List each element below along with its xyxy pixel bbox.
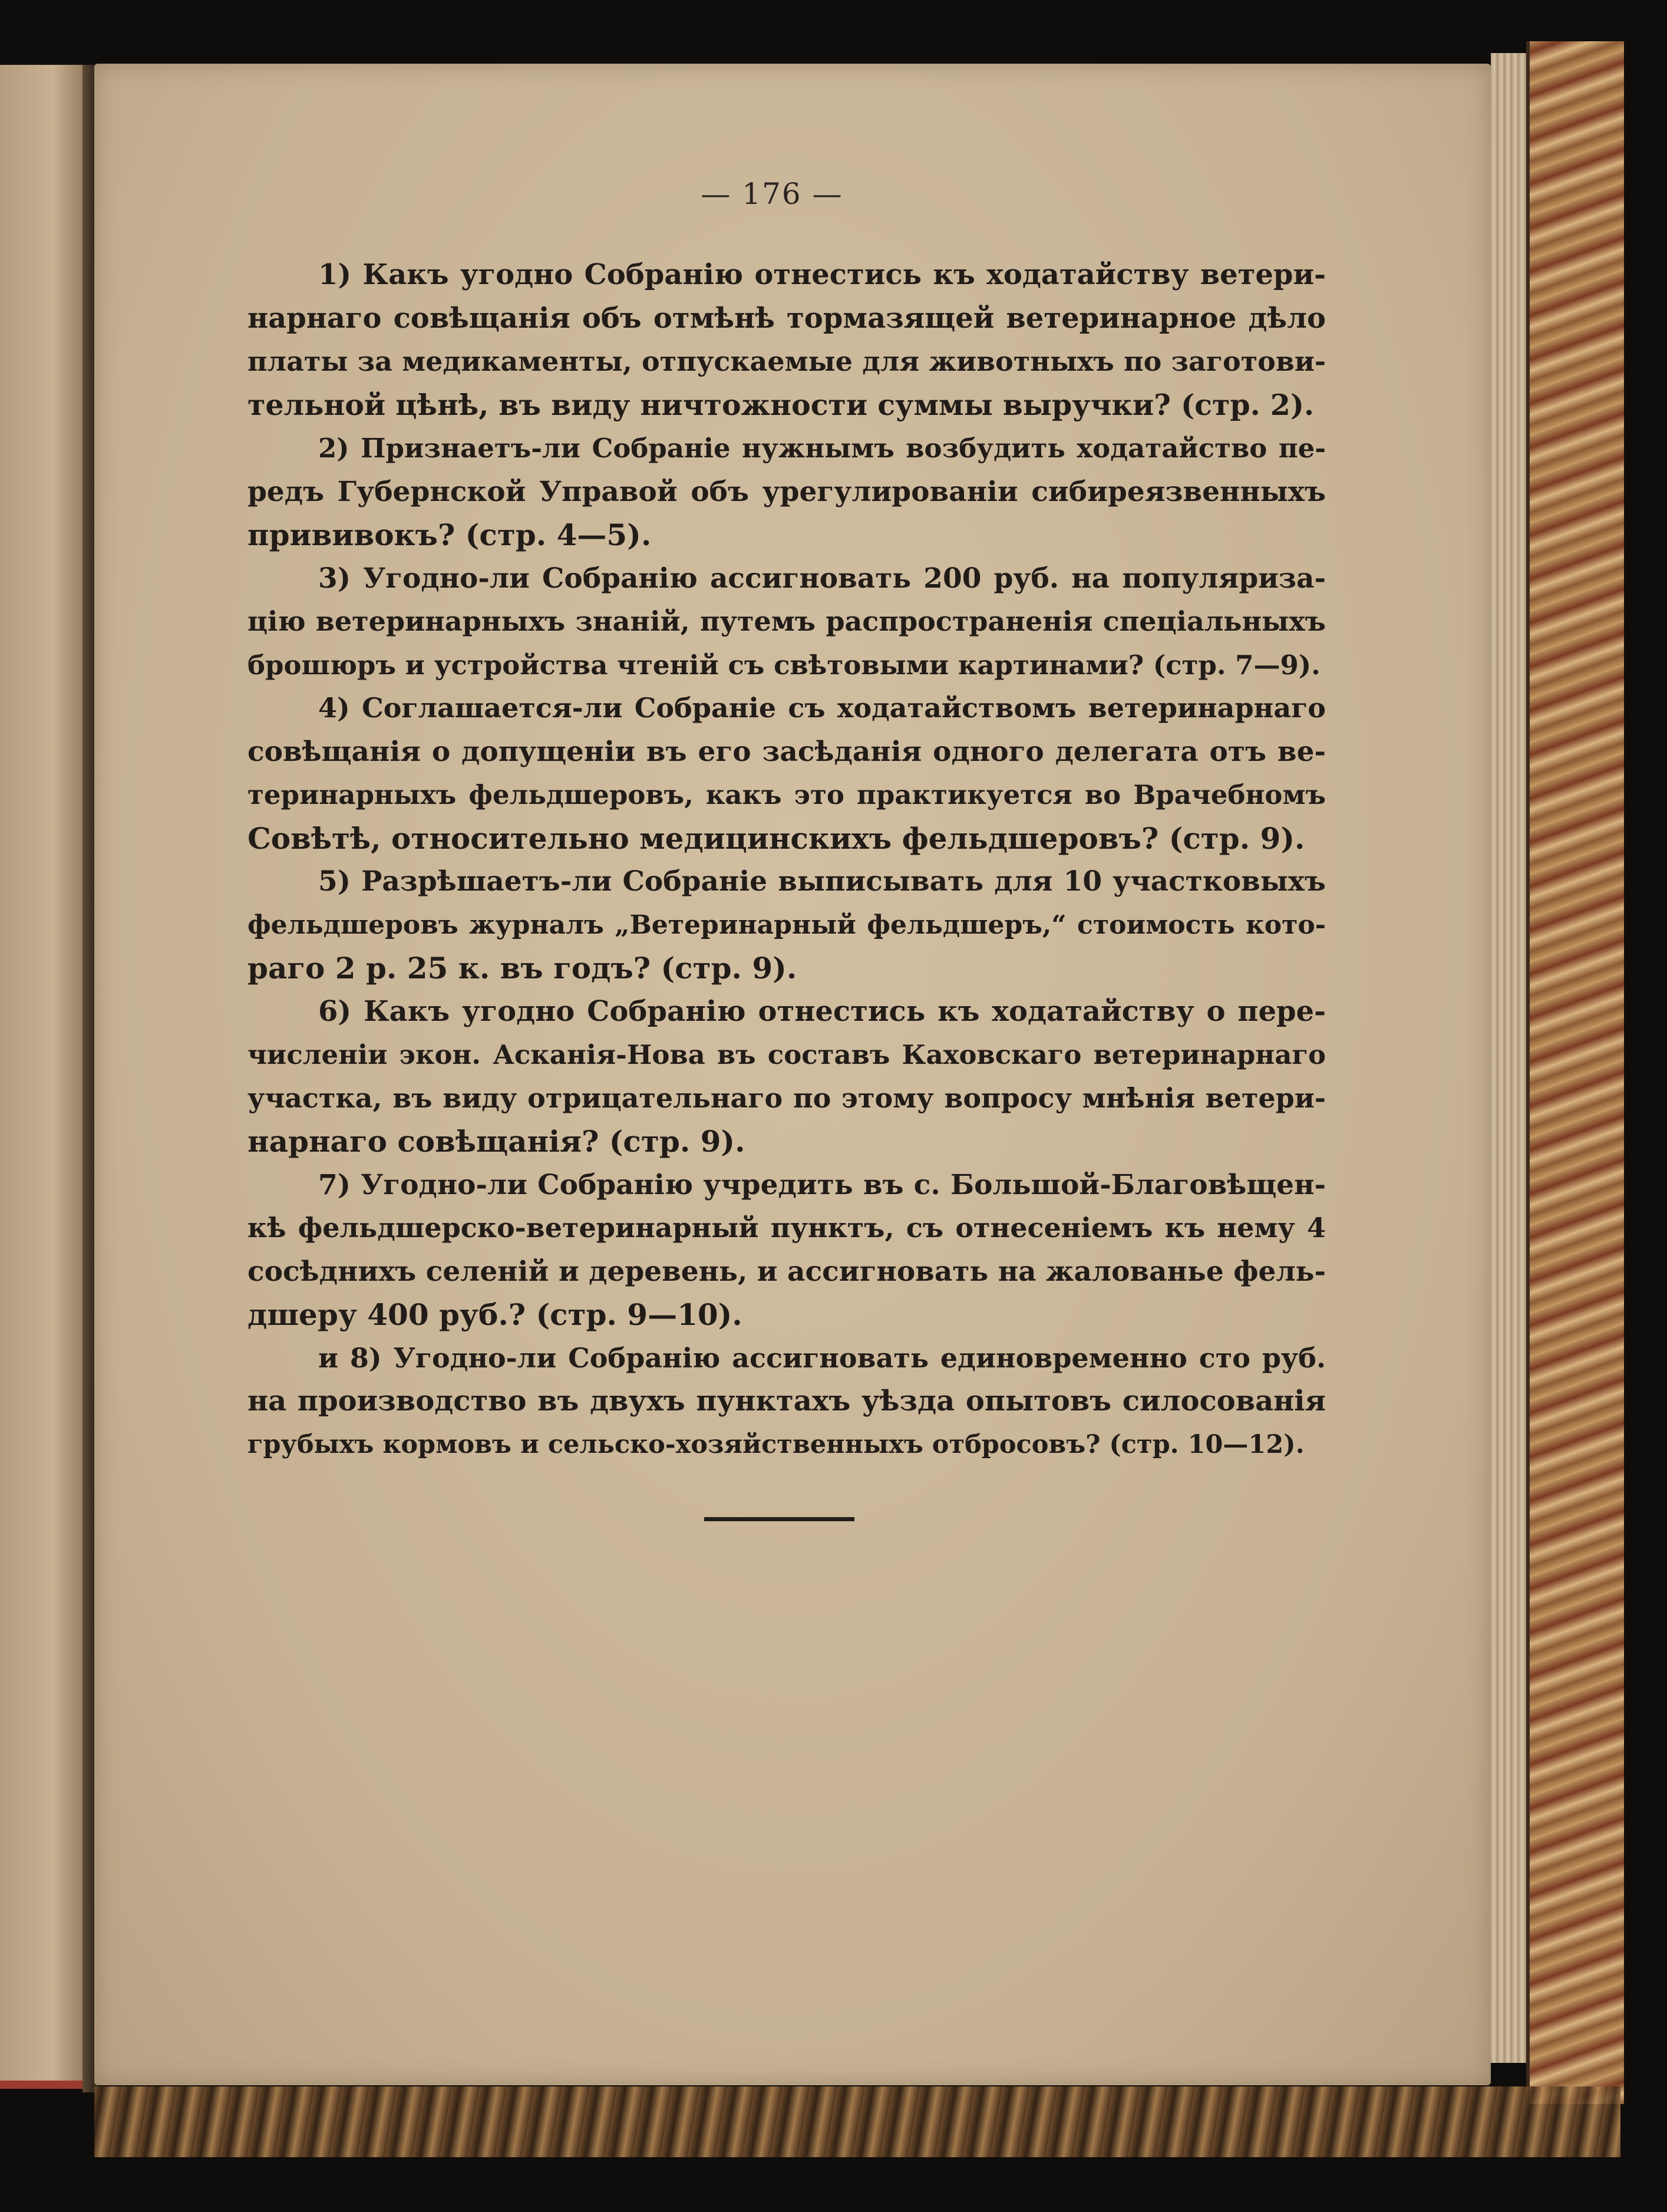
question-3-line-2: цію ветеринарныхъ знаній, путемъ распространенія спеціальныхъ [247,605,1326,637]
facing-page-edge [0,65,88,2089]
page-number: — 176 — [701,177,843,211]
cover-bottom-edge [94,2086,1620,2157]
question-7-line-4: дшеру 400 руб.? (стр. 9—10). [247,1297,742,1332]
question-5-line-2: фельдшеровъ журналъ „Ветеринарный фельдшеръ,“ стоимость кото- [247,909,1326,940]
question-2-line-3: прививокъ? (стр. 4—5). [247,517,652,552]
question-8-line-1: и 8) Угодно-ли Собранію ассигновать единовременно сто руб. [318,1341,1326,1374]
question-2-line-1: 2) Признаетъ-ли Собраніе нужнымъ возбудить ходатайство пе- [318,433,1326,464]
page-stack-edge [1491,53,1526,2063]
question-5-line-3: раго 2 р. 25 к. въ годъ? (стр. 9). [247,951,797,985]
marbled-cover-edge [1526,41,1624,2104]
question-7-line-3: сосѣднихъ селеній и деревень, и ассигновать на жалованье фель- [247,1255,1326,1288]
question-4-line-3: теринарныхъ фельдшеровъ, какъ это практикуется во Врачебномъ [247,779,1326,810]
question-2-line-2: редъ Губернской Управой объ урегулированіи сибиреязвенныхъ [247,475,1326,508]
question-8-line-3: грубыхъ кормовъ и сельско-хозяйственныхъ отбросовъ? (стр. 10—12). [247,1429,1305,1459]
question-4-line-4: Совѣтѣ, относительно медицинскихъ фельдшеровъ? (стр. 9). [247,820,1305,856]
closing-rule [704,1517,854,1521]
question-6-line-2: численіи экон. Асканія-Нова въ составъ Каховскаго ветеринарнаго [247,1039,1326,1070]
question-3-line-3: брошюръ и устройства чтеній съ свѣтовыми картинами? (стр. 7—9). [247,649,1321,681]
question-6-line-3: участка, въ виду отрицательнаго по этому вопросу мнѣнія ветери- [247,1082,1326,1114]
question-4-line-2: совѣщанія о допущеніи въ его засѣданія одного делегата отъ ве- [247,735,1326,768]
question-8-line-2: на производство въ двухъ пунктахъ уѣзда опытовъ силосованія [247,1384,1326,1417]
question-1-line-1: 1) Какъ угодно Собранію отнестись къ ходатайству ветери- [318,258,1326,291]
questions-text [247,253,1326,1466]
question-7-line-1: 7) Угодно-ли Собранію учредить въ с. Большой-Благовѣщен- [318,1168,1326,1201]
question-7-line-2: кѣ фельдшерско-ветеринарный пунктъ, съ отнесеніемъ къ нему 4 [247,1212,1326,1244]
question-6-line-1: 6) Какъ угодно Собранію отнестись къ ходатайству о пере- [318,994,1326,1028]
question-1-line-4: тельной цѣнѣ, въ виду ничтожности суммы выручки? (стр. 2). [247,387,1315,422]
question-1-line-3: платы за медикаменты, отпускаемые для животныхъ по заготови- [247,345,1326,377]
question-3-line-1: 3) Угодно-ли Собранію ассигновать 200 руб. на популяриза- [318,562,1326,595]
question-5-line-1: 5) Разрѣшаетъ-ли Собраніе выписывать для 10 участковыхъ [318,865,1326,898]
question-4-line-1: 4) Соглашается-ли Собраніе съ ходатайствомъ ветеринарнаго [318,692,1326,724]
question-1-line-2: нарнаго совѣщанія объ отмѣнѣ тормазящей ветеринарное дѣло [247,301,1326,335]
question-6-line-4: нарнаго совѣщанія? (стр. 9). [247,1124,745,1159]
